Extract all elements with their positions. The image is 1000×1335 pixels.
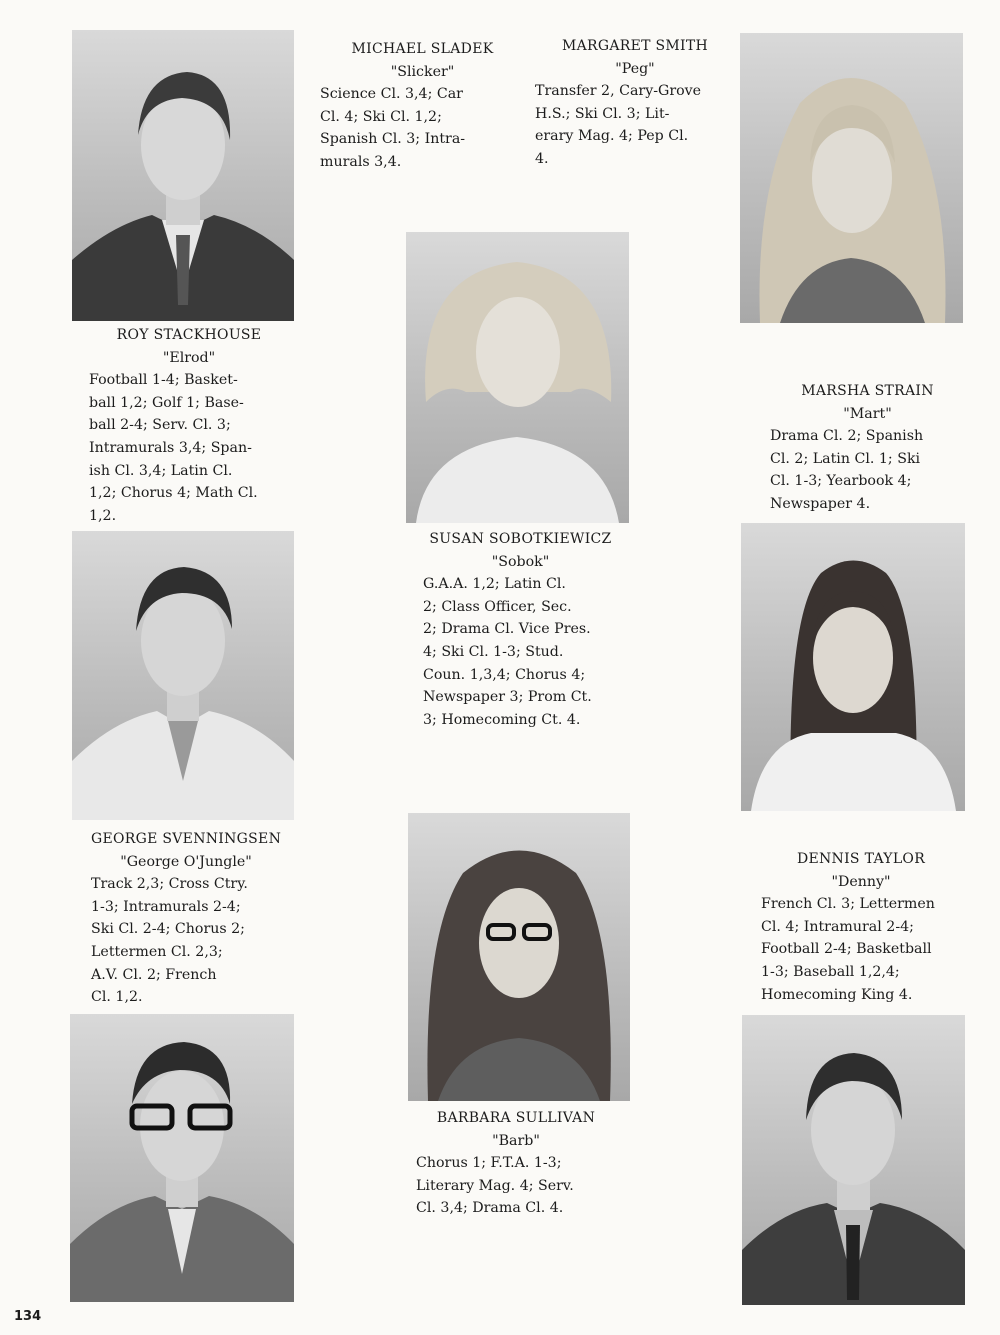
student-nickname: "Sobok" (491, 553, 550, 570)
student-activities: Drama Cl. 2; Spanish Cl. 2; Latin Cl. 1; Ski Cl. 1-3; Yearbook 4; Newspaper 4. (770, 428, 924, 512)
photo-susan-sobotkiewicz (406, 232, 629, 523)
student-nickname: "Elrod" (162, 349, 216, 366)
photo-dennis-taylor (742, 1015, 965, 1305)
entry-george-svenningsen (91, 828, 281, 1009)
student-name: MARGARET SMITH (561, 38, 709, 54)
student-activities: Chorus 1; F.T.A. 1-3; Literary Mag. 4; Serv. Cl. 3,4; Drama Cl. 4. (416, 1155, 574, 1217)
page-number: 134 (14, 1309, 42, 1324)
photo-marsha-strain (741, 523, 965, 811)
student-nickname: "Barb" (492, 1132, 540, 1149)
student-name: SUSAN SOBOTKIEWICZ (429, 531, 612, 547)
student-activities: Football 1-4; Basket- ball 1,2; Golf 1; Base- ball 2-4; Serv. Cl. 3; Intramurals 3,4; Span- ish Cl. 3,4; Latin Cl. 1,2; Chorus 4; Math Cl. 1,2. (89, 372, 258, 524)
photo-margaret-smith (740, 33, 963, 323)
student-nickname: "Slicker" (390, 63, 455, 80)
student-name: BARBARA SULLIVAN (436, 1110, 596, 1126)
student-name: GEORGE SVENNINGSEN (91, 831, 282, 847)
student-nickname: "Mart" (843, 405, 892, 422)
student-name: DENNIS TAYLOR (796, 851, 926, 867)
student-name: MICHAEL SLADEK (351, 41, 494, 57)
entry-barbara-sullivan (416, 1107, 616, 1220)
student-activities: Transfer 2, Cary-Grove H.S.; Ski Cl. 3; Lit- erary Mag. 4; Pep Cl. 4. (535, 83, 702, 167)
entry-roy-stackhouse (89, 324, 289, 527)
student-nickname: "Peg" (615, 60, 655, 77)
entry-margaret-smith (535, 35, 735, 171)
photo-george-svenningsen (72, 531, 294, 820)
entry-marsha-strain (770, 380, 965, 516)
entry-dennis-taylor (761, 848, 961, 1006)
student-nickname: "Denny" (831, 873, 891, 890)
student-nickname: "George O'Jungle" (120, 853, 252, 870)
photo-bottom-left-student (70, 1014, 294, 1302)
entry-michael-sladek (320, 38, 525, 174)
student-activities: Track 2,3; Cross Ctry. 1-3; Intramurals 2-4; Ski Cl. 2-4; Chorus 2; Lettermen Cl. 2,3; A.V. Cl. 2; French Cl. 1,2. (91, 876, 248, 1006)
photo-barbara-sullivan (408, 813, 630, 1101)
photo-roy-stackhouse (72, 30, 294, 321)
entry-susan-sobotkiewicz (423, 528, 618, 731)
student-activities: Science Cl. 3,4; Car Cl. 4; Ski Cl. 1,2; Spanish Cl. 3; Intra- murals 3,4. (320, 86, 466, 170)
student-activities: G.A.A. 1,2; Latin Cl. 2; Class Officer, Sec. 2; Drama Cl. Vice Pres. 4; Ski Cl. 1-3; Stud. Coun. 1,3,4; Chorus 4; Newspaper 3; Prom Ct. 3; Homecoming Ct. 4. (423, 576, 592, 728)
student-name: MARSHA STRAIN (801, 383, 934, 399)
student-name: ROY STACKHOUSE (116, 327, 262, 343)
student-activities: French Cl. 3; Lettermen Cl. 4; Intramural 2-4; Football 2-4; Basketball 1-3; Baseball 1,2,4; Homecoming King 4. (761, 896, 935, 1003)
